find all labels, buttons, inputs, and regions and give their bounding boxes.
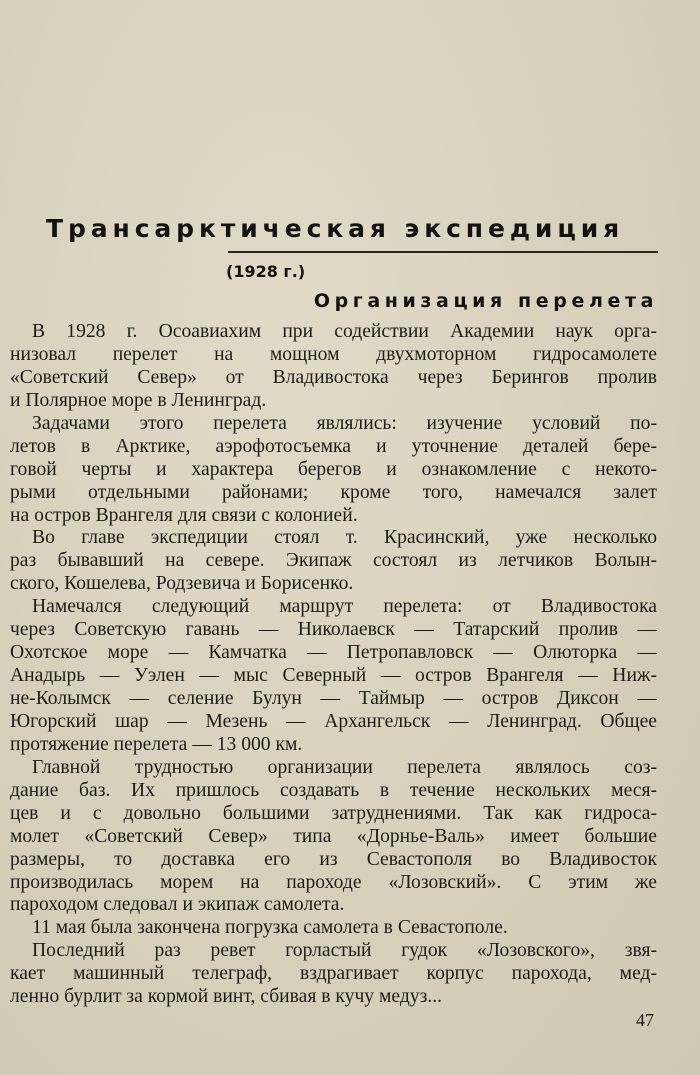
text-line: рыми отдельными районами; кроме того, намечался залет <box>10 481 657 503</box>
text-line: низовал перелет на мощном двухмоторном гидросамолете <box>10 343 657 365</box>
text-line: на остров Врангеля для связи с колонией. <box>10 504 358 526</box>
text-line: летов в Арктике, аэрофотосъемка и уточнение деталей бере- <box>10 435 657 457</box>
chapter-title: Трансарктическая экспедиция <box>46 214 625 243</box>
text-line: ленно бурлит за кормой винт, сбивая в кучу медуз... <box>10 986 443 1008</box>
text-line: ского, Кошелева, Родзевича и Борисенко. <box>10 573 354 595</box>
text-line: производилась морем на пароходе «Лозовский». С этим же <box>10 871 657 893</box>
text-line: Охотское море — Камчатка — Петропавловск — Олюторка — <box>10 642 657 664</box>
text-line: размеры, то доставка его из Севастополя во Владивосток <box>10 848 657 870</box>
text-line: кает машинный телеграф, вздрагивает корпус парохода, мед- <box>10 963 657 985</box>
text-line: молет «Советский Север» типа «Дорнье-Валь» имеет большие <box>10 825 657 847</box>
text-line: Главной трудностью организации перелета являлось соз- <box>32 756 657 778</box>
text-line: пароходом следовал и экипаж самолета. <box>10 894 345 916</box>
body-text <box>10 321 657 1009</box>
title-underline <box>228 251 658 253</box>
text-line: 11 мая была закончена погрузка самолета в Севастополе. <box>32 917 508 939</box>
text-line: не-Колымск — селение Булун — Таймыр — остров Диксон — <box>10 688 657 709</box>
text-line: раз бывавший на севере. Экипаж состоял из летчиков Волын- <box>10 550 657 572</box>
section-subtitle: Организация перелета <box>313 290 658 312</box>
page-number: 47 <box>636 1010 654 1030</box>
text-line: цев и с довольно большими затруднениями. Так как гидроса- <box>10 802 657 824</box>
chapter-year: (1928 г.) <box>226 262 306 281</box>
text-line: говой черты и характера берегов и ознакомление с некото- <box>10 458 657 480</box>
text-line: Во главе экспедиции стоял т. Красинский, уже несколько <box>32 527 657 549</box>
text-line: дание баз. Их пришлось создавать в течение нескольких меся- <box>10 779 657 801</box>
text-line: Анадырь — Уэлен — мыс Северный — остров Врангеля — Ниж- <box>10 665 657 687</box>
text-line: Намечался следующий маршрут перелета: от Владивостока <box>32 596 657 618</box>
text-line: Югорский шар — Мезень — Архангельск — Ленинград. Общее <box>10 710 657 732</box>
text-line: и Полярное море в Ленинград. <box>10 389 267 411</box>
text-line: протяжение перелета — 13 000 км. <box>10 733 303 755</box>
text-line: «Советский Север» от Владивостока через Берингов пролив <box>10 366 657 388</box>
text-line: через Советскую гавань — Николаевск — Татарский пролив — <box>10 619 657 641</box>
text-line: Задачами этого перелета являлись: изучение условий по- <box>32 412 657 434</box>
text-line: В 1928 г. Осоавиахим при содействии Академии наук орга- <box>32 321 657 342</box>
text-line: Последний раз ревет горластый гудок «Лозовского», звя- <box>32 940 657 962</box>
